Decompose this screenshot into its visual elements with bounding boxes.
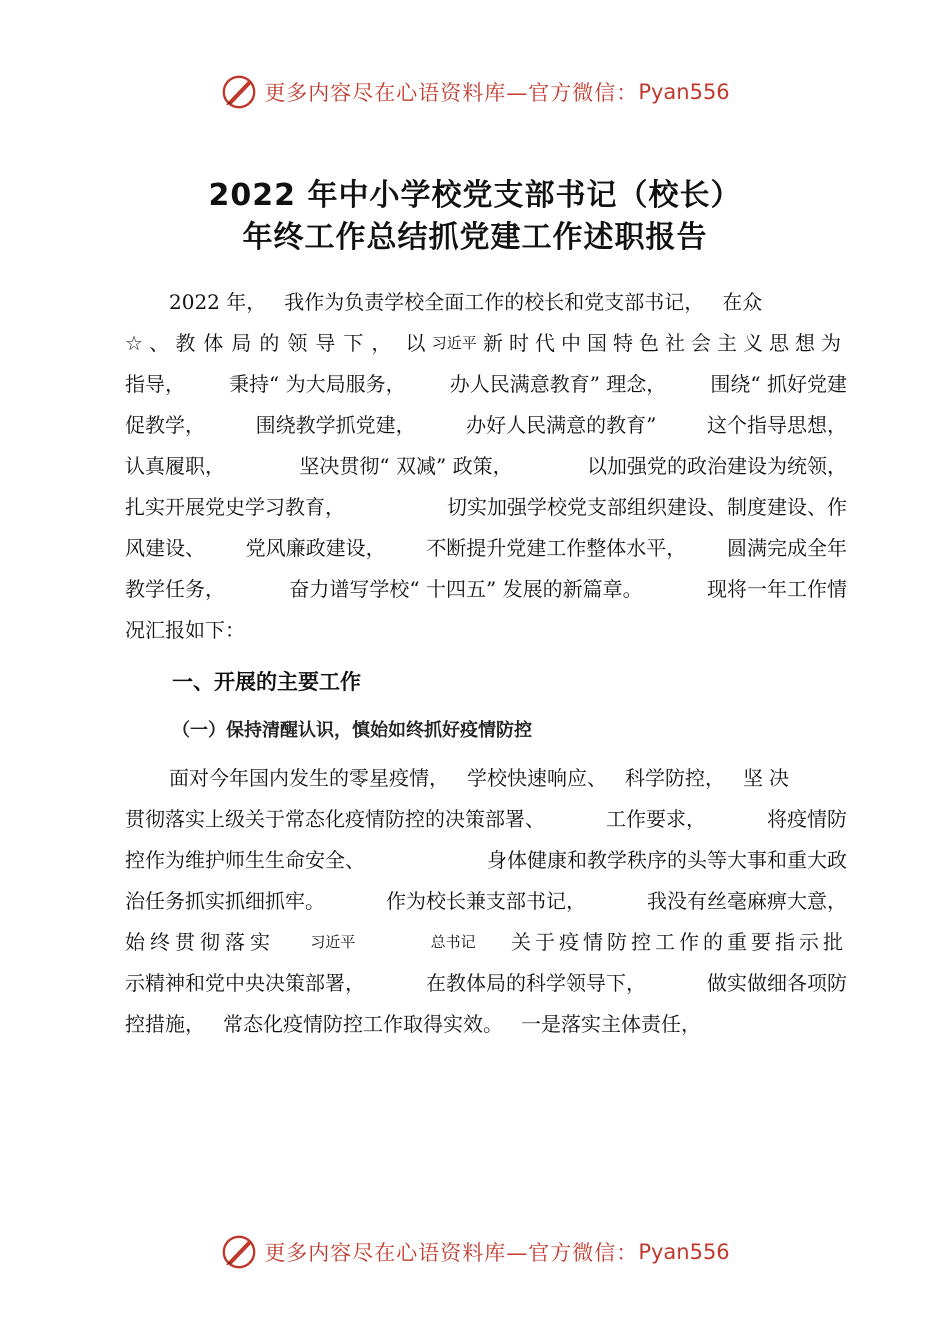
text-line: 况汇报如下： [125,618,245,642]
watermark-top [0,72,950,112]
pen-logo-icon [220,73,258,111]
text-line: 示精神和党中央决策部署， 在教体局的科学领导下， 做实做细各项防 [125,971,847,995]
text-line: 风建设、 党风廉政建设， 不断提升党建工作整体水平， 圆满完成全年 [125,536,847,560]
watermark-text: 更多内容尽在心语资料库—官方微信： [264,1241,639,1265]
watermark-wechat: Pyan556 [638,1240,730,1264]
text-line: ☆ 、 教体局的领导下， 以 习近平 新时代中国特色社会主义思想为 [125,331,847,355]
intro-paragraph [125,282,847,651]
document-title-line2: 年终工作总结抓党建工作述职报告 [242,220,708,255]
watermark-text: 更多内容尽在心语资料库—官方微信： [264,81,639,105]
document-title-line1: 2022 年中小学校党支部书记（校长） [208,178,742,213]
text-line: 贯彻落实上级关于常态化疫情防控的决策部署、 工作要求， 将疫情防 [125,807,847,831]
text-line: 面对今年国内发生的零星疫情， 学校快速响应、 科学防控， 坚决 [169,766,795,790]
text-line: 扎实开展党史学习教育， 切实加强学校党支部组织建设、制度建设、作 [125,495,847,519]
text-line: 指导， 秉持“ 为大局服务， 办人民满意教育” 理念， 围绕“ 抓好党建 [125,372,847,396]
text-line: 治任务抓实抓细抓牢。 作为校长兼支部书记， 我没有丝毫麻痹大意， [125,889,847,913]
text-line: 始终贯彻落实 习近平 总书记 关于疫情防控工作的重要指示批 [125,930,847,954]
watermark-wechat: Pyan556 [638,80,730,104]
subsection-heading: （一）保持清醒认识，慎始如终抓好疫情防控 [172,720,532,741]
section-heading: 一、开展的主要工作 [172,670,361,694]
text-line: 促教学， 围绕教学抓党建， 办好人民满意的教育” 这个指导思想， [125,413,847,437]
epidemic-paragraph [125,758,847,1045]
text-line: 教学任务， 奋力谱写学校“ 十四五” 发展的新篇章。 现将一年工作情 [125,577,847,601]
watermark-bottom [0,1232,950,1272]
text-line: 认真履职， 坚决贯彻“ 双减” 政策， 以加强党的政治建设为统领， [125,454,847,478]
text-line: 2022 年， 我作为负责学校全面工作的校长和党支部书记， 在众 [169,290,763,314]
pen-logo-icon [220,1233,258,1271]
text-line: 控措施， 常态化疫情防控工作取得实效。 一是落实主体责任， [125,1012,701,1036]
text-line: 控作为维护师生生命安全、 身体健康和教学秩序的头等大事和重大政 [125,848,847,872]
